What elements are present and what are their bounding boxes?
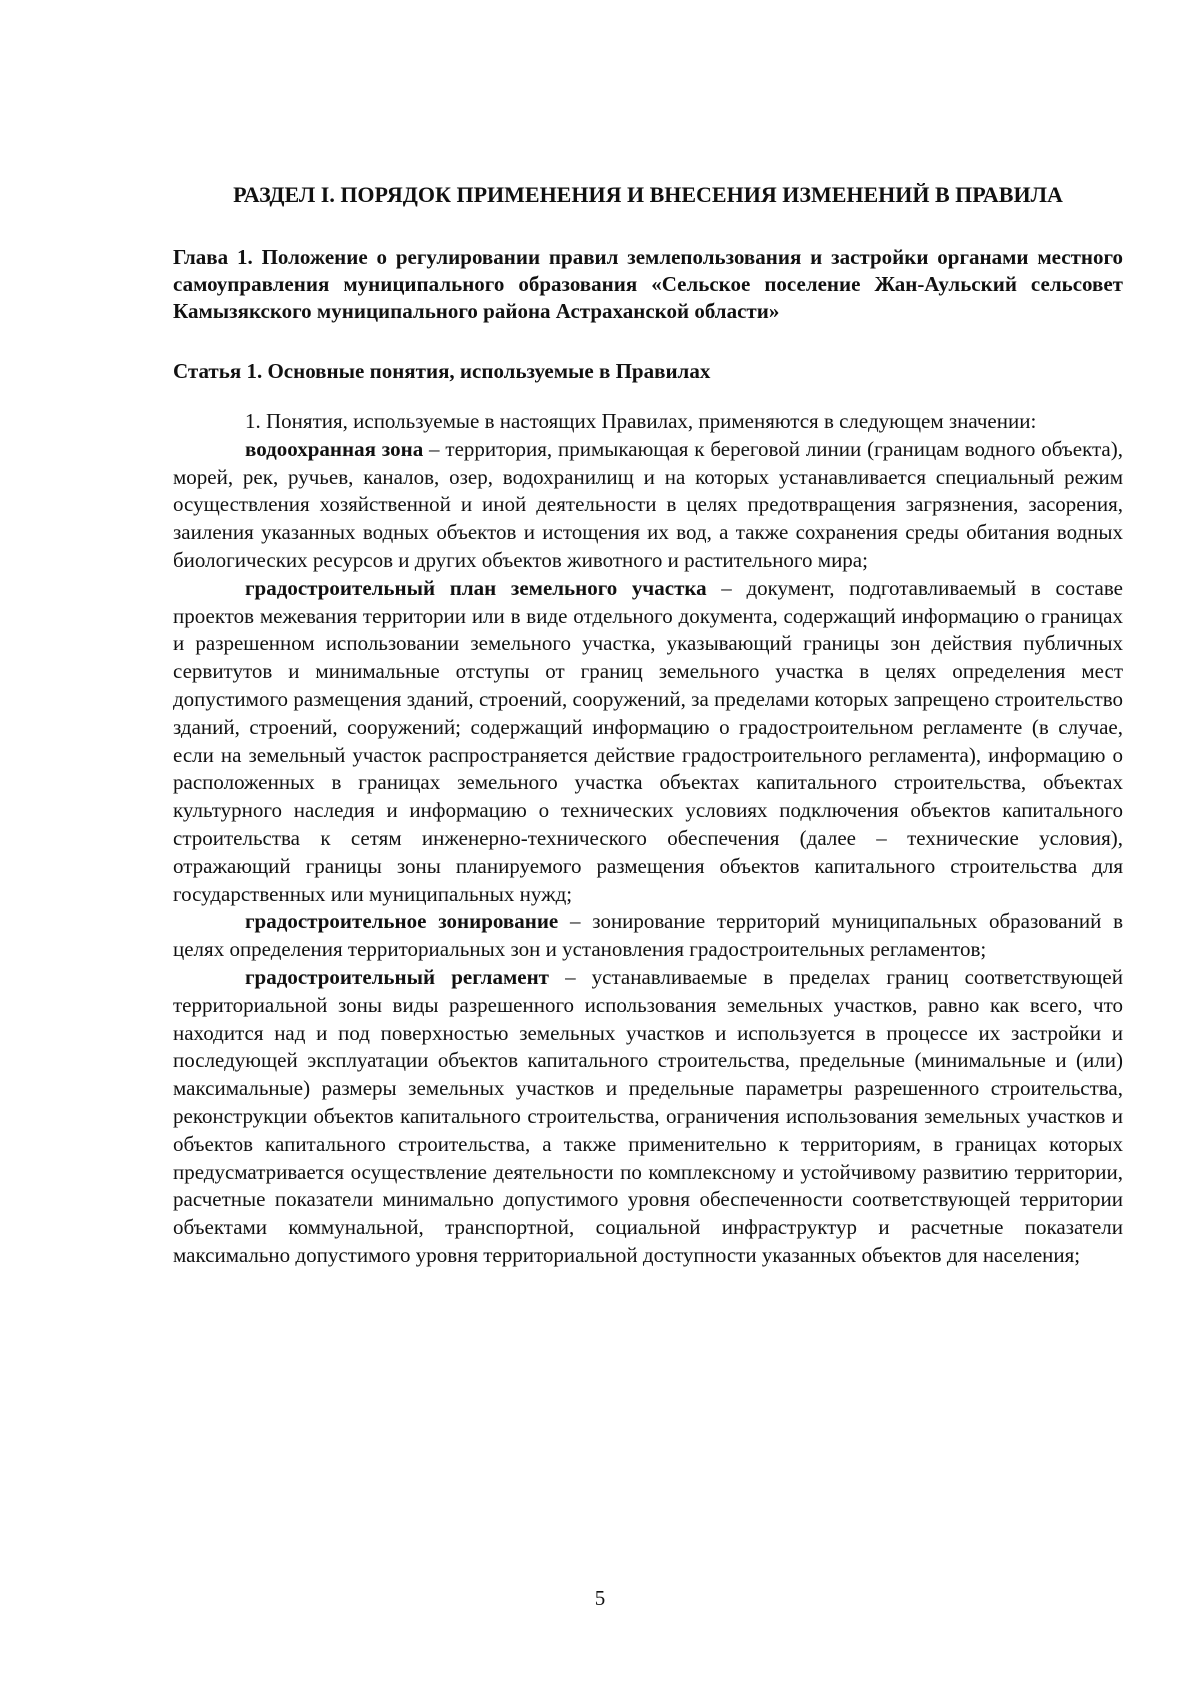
definition-term: градостроительный план земельного участка — [245, 575, 707, 600]
intro-paragraph: 1. Понятия, используемые в настоящих Правилах, применяются в следующем значении: — [245, 409, 1037, 433]
definition-text: – документ, подготавливаемый в составе проектов межевания территории или в виде отдельного документа, содержащий информацию о границах и разрешенном использовании земельного участка, указывающий границы зон действия публичных сервитутов и минимальные отступы от границ земельного участка в целях определения мест допустимого размещения зданий, строений, сооружений, за пределами которых запрещено строительство зданий, строений, сооружений; содержащий информацию о градостроительном регламенте (в случае, если на земельный участок распространяется действие градостроительного регламента), информацию о расположенных в границах земельного участка объектах капитального строительства, объектах культурного наследия и информацию о технических условиях подключения объектов капитального строительства к сетям инженерно-технического обеспечения (далее – технические условия), отражающий границы зоны планируемого размещения объектов капитального строительства для государственных или муниципальных нужд; — [173, 575, 1123, 906]
definition-paragraph — [173, 964, 1123, 1270]
page-number: 5 — [594, 1586, 606, 1610]
definition-term: водоохранная зона — [245, 436, 424, 461]
section-title: РАЗДЕЛ I. ПОРЯДОК ПРИМЕНЕНИЯ И ВНЕСЕНИЯ ИЗМЕНЕНИЙ В ПРАВИЛА — [233, 182, 1063, 207]
definition-paragraph — [173, 436, 1123, 575]
definition-text: – зонирование территорий муниципальных образований в целях определения территориальных зон и установления градостроительных регламентов; — [173, 909, 1123, 962]
definition-paragraph — [173, 575, 1123, 909]
definition-text: – устанавливаемые в пределах границ соответствующей территориальной зоны виды разрешенного использования земельных участков, равно как всего, что находится над и под поверхностью земельных участков и используется в процессе их застройки и последующей эксплуатации объектов капитального строительства, предельные (минимальные и (или) максимальные) размеры земельных участков и предельные параметры разрешенного строительства, реконструкции объектов капитального строительства, ограничения использования земельных участков и объектов капитального строительства, а также применительно к территориям, в границах которых предусматривается осуществление деятельности по комплексному и устойчивому развитию территории, расчетные показатели минимально допустимого уровня обеспеченности соответствующей территории объектами коммунальной, транспортной, социальной инфраструктур и расчетные показатели максимально допустимого уровня территориальной доступности указанных объектов для населения; — [173, 964, 1123, 1267]
definition-text: – территория, примыкающая к береговой линии (границам водного объекта), морей, рек, ручьев, каналов, озер, водохранилищ и на которых устанавливается специальный режим осуществления хозяйственной и иной деятельности в целях предотвращения загрязнения, засорения, заиления указанных водных объектов и истощения их вод, а также сохранения среды обитания водных биологических ресурсов и других объектов животного и растительного мира; — [173, 436, 1123, 572]
definition-term: градостроительное зонирование — [245, 909, 559, 934]
document-page — [173, 180, 1123, 1270]
definition-paragraph — [173, 908, 1123, 964]
chapter-title: Глава 1. Положение о регулировании правил землепользования и застройки органами местного самоуправления муниципального образования «Сельское поселение Жан-Аульский сельсовет Камызякского муниципального района Астраханской области» — [173, 245, 1123, 323]
article-title: Статья 1. Основные понятия, используемые в Правилах — [173, 359, 711, 383]
definition-term: градостроительный регламент — [245, 964, 549, 989]
